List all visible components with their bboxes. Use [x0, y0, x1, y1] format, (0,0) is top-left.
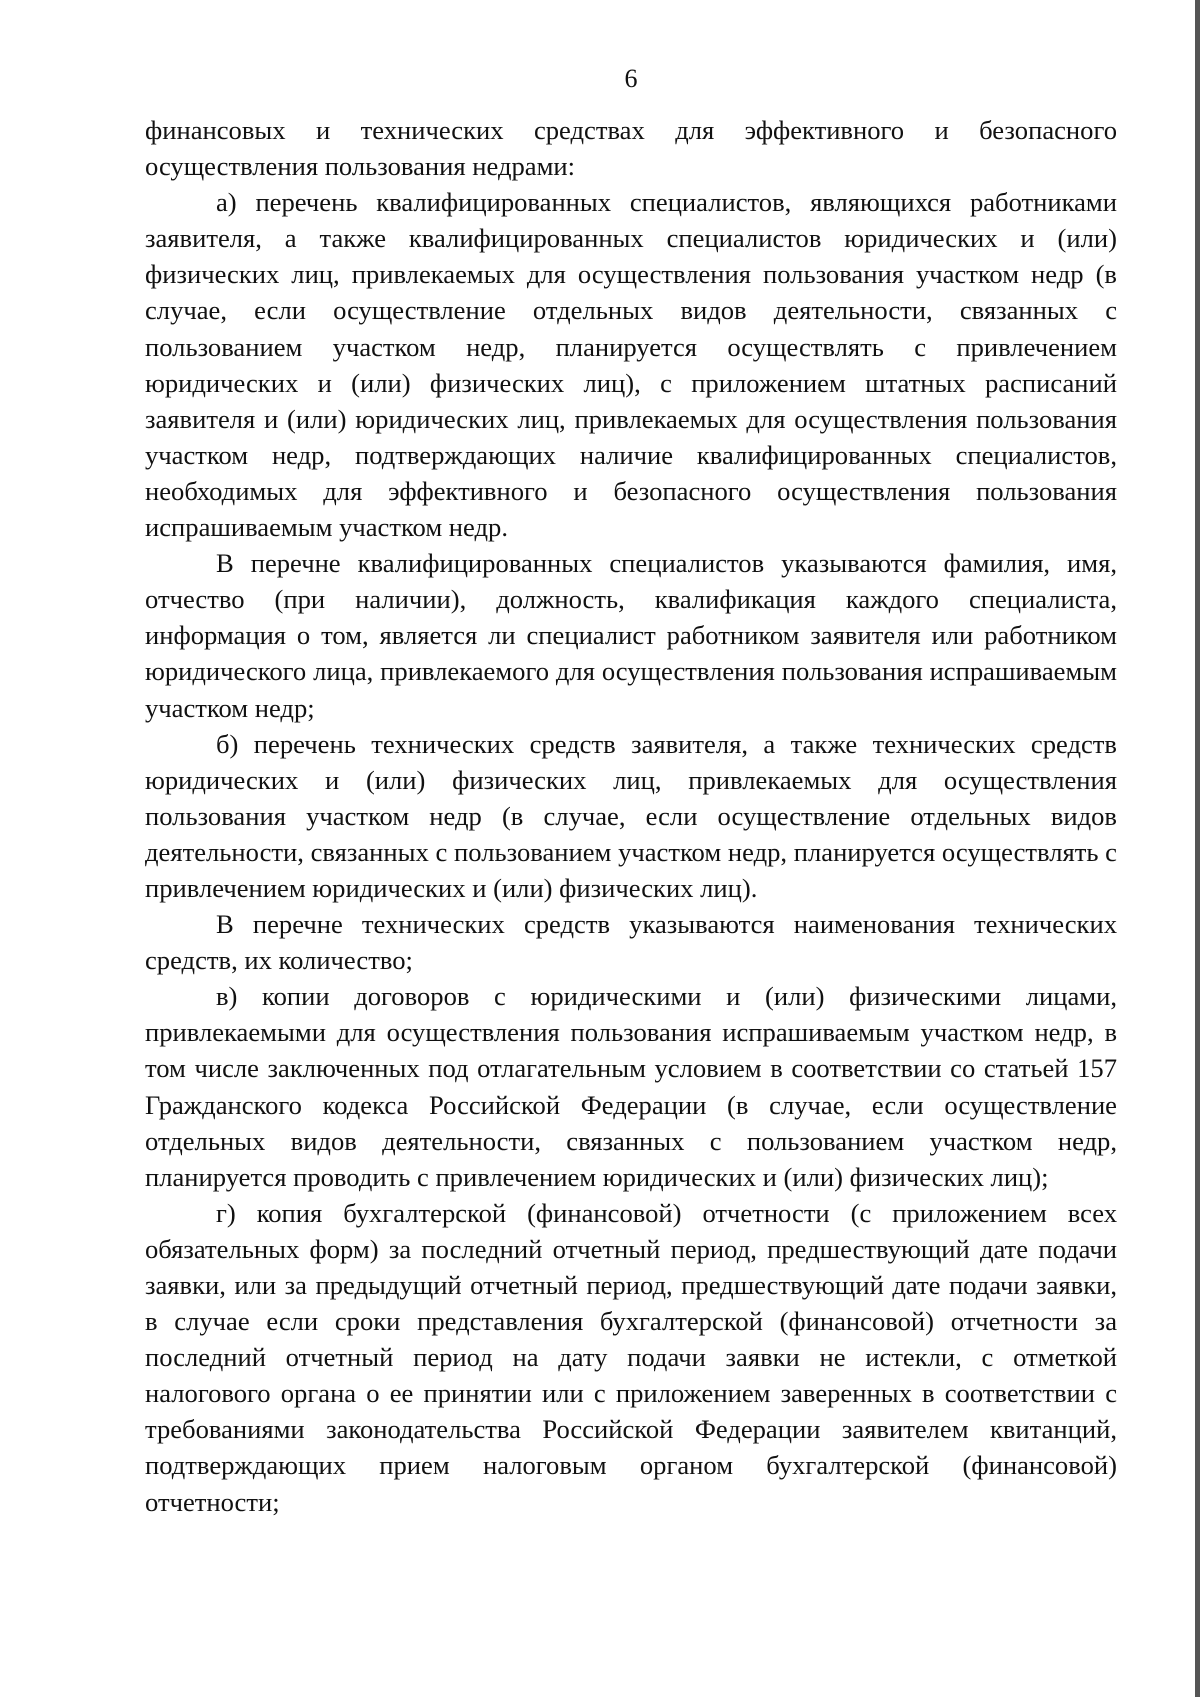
- paragraph-continuation: финансовых и технических средствах для эффективного и безопасного осуществления пользования недрами:: [145, 115, 1117, 182]
- document-body: [145, 112, 1117, 1520]
- page-number: 6: [624, 64, 638, 93]
- paragraph-item-g: г) копия бухгалтерской (финансовой) отчетности (с приложением всех обязательных форм) за последний отчетный период, предшествующий дате подачи заявки, или за предыдущий отчетный период, предшествующий дате подачи заявки, в случае если сроки представления бухгалтерской (финансовой) отчетности за последний отчетный период на дату подачи заявки не истекли, с отметкой налогового органа о ее принятии или с приложением заверенных в соответствии с требованиями законодательства Российской Федерации заявителем квитанций, подтверждающих прием налоговым органом бухгалтерской (финансовой) отчетности;: [145, 1197, 1117, 1517]
- paragraph-item-a: а) перечень квалифицированных специалистов, являющихся работниками заявителя, а также квалифицированных специалистов юридических и (или) физических лиц, привлекаемых для осуществления пользования участком недр (в случае, если осуществление отдельных видов деятельности, связанных с пользованием участком недр, планируется осуществлять с привлечением юридических и (или) физических лиц), с приложением штатных расписаний заявителя и (или) юридических лиц, привлекаемых для осуществления пользования участком недр, подтверждающих наличие квалифицированных специалистов, необходимых для эффективного и безопасного осуществления пользования испрашиваемым участком недр.: [145, 187, 1117, 543]
- scan-border: [1195, 0, 1200, 1697]
- paragraph-item-b: б) перечень технических средств заявителя, а также технических средств юридических и (или) физических лиц, привлекаемых для осуществления пользования участком недр (в случае, если осуществление отдельных видов деятельности, связанных с пользованием участком недр, планируется осуществлять с привлечением юридических и (или) физических лиц).: [145, 728, 1117, 903]
- paragraph-item-v: в) копии договоров с юридическими и (или) физическими лицами, привлекаемыми для осуществления пользования испрашиваемым участком недр, в том числе заключенных под отлагательным условием в соответствии со статьей 157 Гражданского кодекса Российской Федерации (в случае, если осуществление отдельных видов деятельности, связанных с пользованием участком недр, планируется проводить с привлечением юридических и (или) физических лиц);: [145, 981, 1117, 1192]
- paragraph-technical-means-details: В перечне технических средств указываются наименования технических средств, их количество;: [145, 909, 1117, 976]
- paragraph-specialists-list-details: В перечне квалифицированных специалистов указываются фамилия, имя, отчество (при наличии), должность, квалификация каждого специалиста, информация о том, является ли специалист работником заявителя или работником юридического лица, привлекаемого для осуществления пользования испрашиваемым участком недр;: [145, 548, 1117, 723]
